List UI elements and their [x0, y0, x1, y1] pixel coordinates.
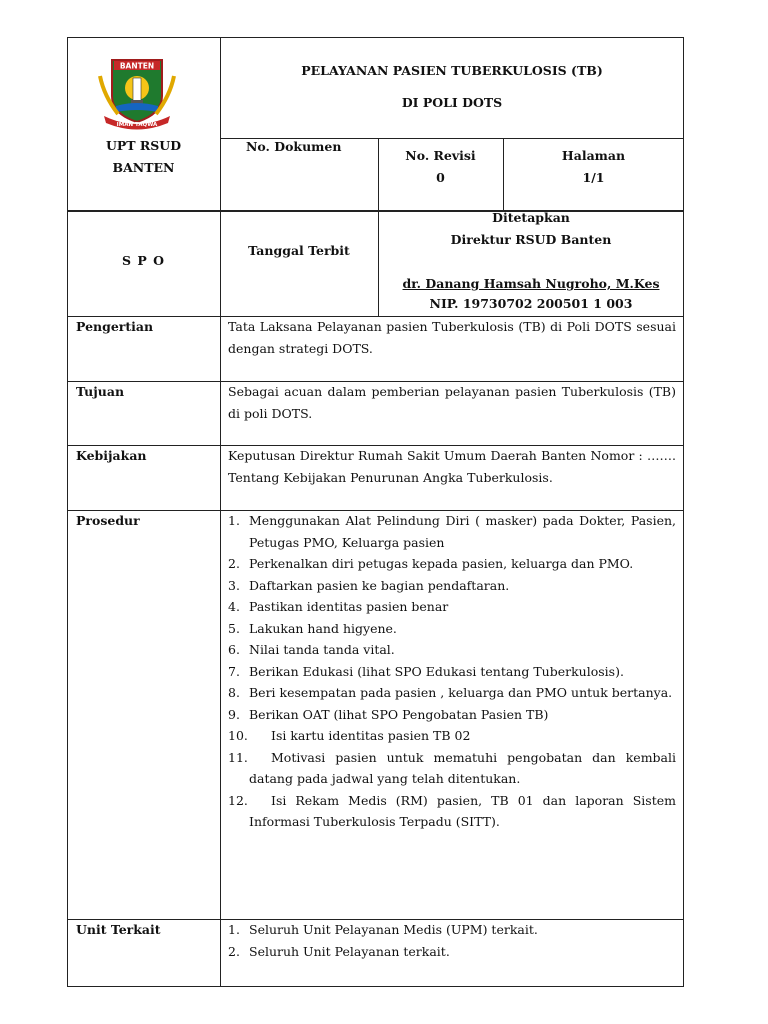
signatory-nip: NIP. 19730702 200501 1 003	[429, 296, 633, 311]
list-item: 7. Berikan Edukasi (lihat SPO Edukasi tentang Tuberkulosis).	[228, 663, 624, 679]
body-divider-spo	[220, 211, 221, 987]
signatory-name: dr. Danang Hamsah Nugroho, M.Kes	[402, 276, 660, 291]
pengertian-label: Pengertian	[76, 319, 154, 334]
page-value: 1/1	[582, 170, 605, 185]
svg-text:BANTEN: BANTEN	[119, 61, 155, 71]
list-item: 2. Seluruh Unit Pelayanan terkait.	[228, 943, 450, 959]
list-item: 3. Daftarkan pasien ke bagian pendaftaran.	[228, 577, 510, 593]
director-title: Direktur RSUD Banten	[450, 232, 612, 247]
document-title-line2: DI POLI DOTS	[401, 95, 503, 110]
list-item: 9. Berikan OAT (lihat SPO Pengobatan Pasien TB)	[228, 706, 549, 722]
doc-number-label: No. Dokumen	[246, 139, 342, 154]
spo-label: S P O	[121, 253, 166, 268]
kebijakan-label: Kebijakan	[76, 448, 147, 463]
list-item: 11. Motivasi pasien untuk mematuhi pengobatan dan kembali datang pada jadwal yang telah ditentukan.	[228, 749, 676, 786]
issue-date-label: Tanggal Terbit	[248, 243, 350, 258]
unit-terkait-list	[228, 919, 676, 962]
revision-value: 0	[436, 170, 445, 185]
list-item: 4. Pastikan identitas pasien benar	[228, 599, 449, 614]
list-item: 10. Isi kartu identitas pasien TB 02	[228, 728, 471, 743]
org-name-line1: UPT RSUD	[105, 138, 182, 153]
unit-terkait-label: Unit Terkait	[76, 922, 161, 937]
list-item: 5. Lakukan hand higyene.	[228, 620, 397, 636]
banten-logo	[96, 56, 178, 132]
revision-label: No. Revisi	[405, 148, 476, 163]
document-title-line1: PELAYANAN PASIEN TUBERKULOSIS (TB)	[301, 63, 603, 78]
tujuan-text: Sebagai acuan dalam pemberian pelayanan pasien Tuberkulosis (TB) di poli DOTS.	[228, 384, 676, 421]
prosedur-label: Prosedur	[76, 513, 140, 528]
org-name-line2: BANTEN	[112, 160, 175, 175]
list-item: 12. Isi Rekam Medis (RM) pasien, TB 01 dan laporan Sistem Informasi Tuberkulosis Terpadu (SITT).	[228, 792, 676, 829]
approval-text: Ditetapkan	[492, 210, 570, 225]
page-label: Halaman	[561, 148, 626, 163]
pengertian-text: Tata Laksana Pelayanan pasien Tuberkulosis (TB) di Poli DOTS sesuai dengan strategi DOTS.	[228, 319, 676, 356]
list-item: 1. Menggunakan Alat Pelindung Diri ( masker) pada Dokter, Pasien, Petugas PMO, Keluarga pasien	[228, 513, 676, 550]
tujuan-label: Tujuan	[76, 384, 125, 399]
prosedur-list	[228, 510, 676, 833]
list-item: 2. Perkenalkan diri petugas kepada pasien, keluarga dan PMO.	[228, 556, 634, 571]
list-item: 6. Nilai tanda tanda vital.	[228, 642, 395, 657]
list-item: 1. Seluruh Unit Pelayanan Medis (UPM) terkait.	[228, 922, 538, 937]
list-item: 8. Beri kesempatan pada pasien , keluarga dan PMO untuk bertanya.	[228, 685, 673, 700]
svg-text:IMAN TAQWA: IMAN TAQWA	[116, 122, 158, 128]
kebijakan-text: Keputusan Direktur Rumah Sakit Umum Daerah Banten Nomor : ……. Tentang Kebijakan Penurunan Angka Tuberkulosis.	[228, 448, 676, 485]
